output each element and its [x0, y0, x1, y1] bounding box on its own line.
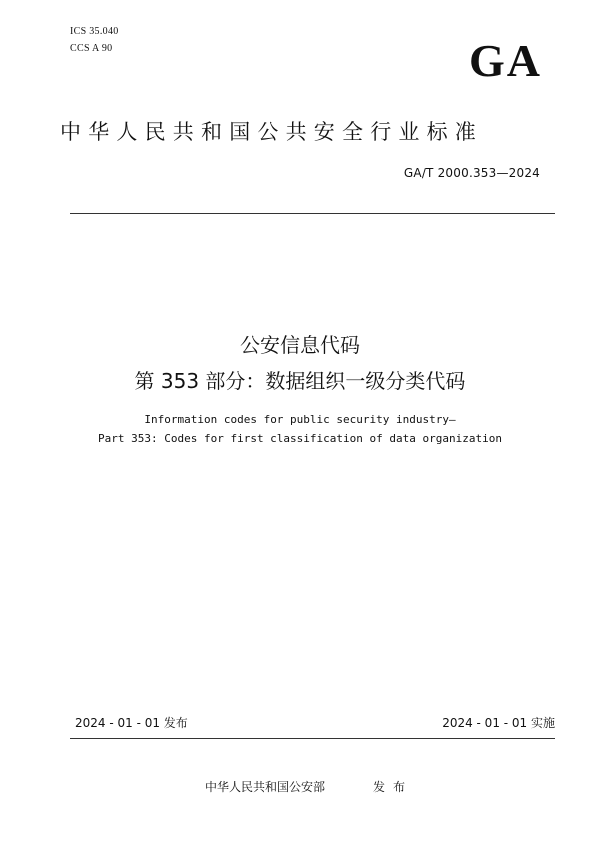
issue-label: 发布: [373, 780, 414, 794]
top-divider: [70, 213, 555, 214]
title-en-line2: Part 353: Codes for first classification of data organization: [98, 432, 502, 445]
standard-category-title: 中华人民共和国公共安全行业标准: [60, 120, 483, 144]
title-en-line1: Information codes for public security industry—: [144, 413, 456, 426]
ga-logo: GA: [469, 35, 542, 86]
title-zh-line1: 公安信息代码: [240, 333, 360, 357]
issue-date: 2024 - 01 - 01 发布: [75, 716, 188, 730]
issuing-authority: 中华人民共和国公安部: [205, 780, 326, 794]
title-zh-line2: 第 353 部分：数据组织一级分类代码: [134, 369, 466, 393]
standard-number: GA/T 2000.353—2024: [403, 166, 540, 180]
implementation-date: 2024 - 01 - 01 实施: [442, 716, 555, 730]
ccs-code: CCS A 90: [70, 43, 113, 54]
bottom-divider: [70, 738, 555, 739]
ics-code: ICS 35.040: [70, 26, 119, 37]
